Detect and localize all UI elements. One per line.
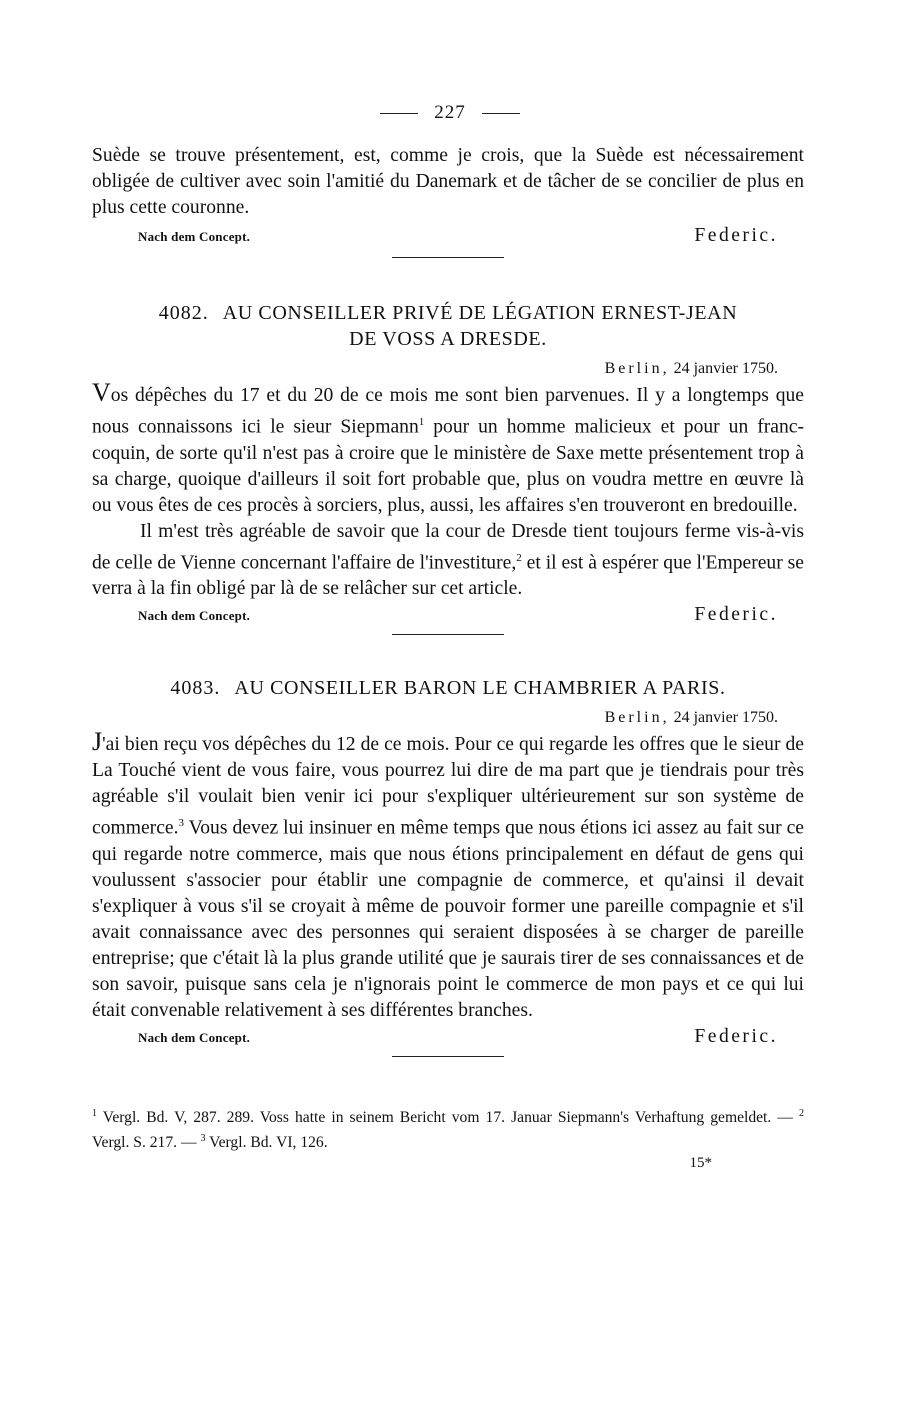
signature-mark: 15* [689,1154,712,1171]
letter-4082-date [92,360,804,378]
letter-4082-para2-text: Il m'est très agréable de savoir que la cour de Dresde tient toujours ferme vis-à-vis de celle de Vienne concernant l'affaire de l'investiture, [92,520,804,574]
letter-4082-source-note: Nach dem Concept. [138,608,251,624]
footnote-1-mark: 1 [92,1107,97,1119]
top-source-note: Nach dem Concept. [138,229,251,244]
top-fragment: Suède se trouve présentement, est, comme je crois, que la Suède est nécessairement obligée de cultiver avec soin l'amitié du Danemark et de tâcher de se concilier de plus en plus cette couronne. [92,145,804,218]
letter-4082-para2 [92,519,804,603]
letter-4082-para1-tail: pour un homme malicieux et pour un franc-coquin, de sorte qu'il n'est pas à croire que le ministère de Saxe mette présentement trop à sa charge, quoique d'ailleurs il soit fort probable que, plus on voudra mettre en œuvre là ou vous êtes de ces procès à sorciers, plus, aussi, les affaires s'en trouveront en bredouille. [92,416,805,516]
letter-4083-number: 4083. [170,677,221,700]
letter-4083-initial: J [92,727,103,757]
letter-4082-para2-tail: et il est à espérer que l'Empereur se verra à la fin obligé par là de se relâcher sur cet article. [92,552,804,600]
letter-4083-date-city: Berlin, [604,709,670,727]
letter-4083-para1-text: 'ai bien reçu vos dépêches du 12 de ce mois. Pour ce qui regarde les offres que le sieur de La Touché vient de vous faire, vous pourrez lui dire de ma part que je tiendrais pour très agréable s'il voulait bien venir ici pour s'expliquer ultérieurement sur son système de commerce. [92,734,804,839]
letter-4083-date-rest: 24 janvier 1750. [673,709,778,727]
letter-4082-heading [92,300,804,352]
footnote-ref-2: 2 [516,551,522,564]
page-body [92,96,804,1172]
letter-4082-initial: V [92,378,111,407]
footnote-ref-3: 3 [178,817,184,830]
footnote-2-mark: 2 [799,1107,804,1119]
top-signature: Federic. [694,225,778,246]
footnotes [92,1103,804,1153]
letter-4083-heading-line1: AU CONSEILLER BARON LE CHAMBRIER A PARIS. [234,677,726,700]
footnote-3-mark: 3 [200,1132,206,1144]
letter-4082-heading-line2: DE VOSS A DRESDE. [349,328,547,350]
letter-4083-source-note: Nach dem Concept. [138,1029,251,1045]
page-number: 227 [434,102,466,123]
letter-4082-signature: Federic. [694,604,778,626]
letter-4082-number: 4082. [158,302,209,324]
letter-4082-heading-line1: AU CONSEILLER PRIVÉ DE LÉGATION ERNEST-JEAN [222,302,738,324]
letter-4083-para1-tail: Vous devez lui insinuer en même temps que nous étions ici assez au fait sur ce qui regarde notre commerce, mais que nous étions principalement en défaut de gens qui voulussent s'associer pour établir une compagnie de commerce, et qu'ainsi il devait s'expliquer à vous s'il se croyait à même de pouvoir former une pareille compagnie et s'il avait connaissance avec des personnes qui seraient disposées à se charger de pareille entreprise; que c'était là la plus grande utilité que je saurais tirer de ses connaissances et de son savoir, puisque sans cela je n'ignorais point le commerce de mon pays et ce qui lui était convenable relativement à ses différentes branches. [92,817,804,1021]
letter-4083-para1 [92,729,804,1024]
letter-4082-date-city: Berlin, [604,360,670,377]
letter-4082-para1 [92,380,804,519]
letter-4083-signature: Federic. [694,1025,778,1047]
footnote-ref-1: 1 [418,416,425,428]
letter-4082-date-rest: 24 janvier 1750. [673,360,778,377]
letter-4083-heading [92,675,804,701]
footnote-2-text: Vergl. S. 217. — [92,1133,201,1151]
letter-4082-para1-text: os dépêches du 17 et du 20 de ce mois me sont bien parvenues. Il y a longtemps que nous connaissons ici le sieur Siepmann [92,385,804,438]
footnote-3-text: Vergl. Bd. VI, 126. [205,1133,328,1151]
letter-4083-date [92,709,804,727]
footnote-1-text: Vergl. Bd. V, 287. 289. Voss hatte in seinem Bericht vom 17. Januar Siepmann's Verhaftung gemeldet. — [97,1108,799,1126]
